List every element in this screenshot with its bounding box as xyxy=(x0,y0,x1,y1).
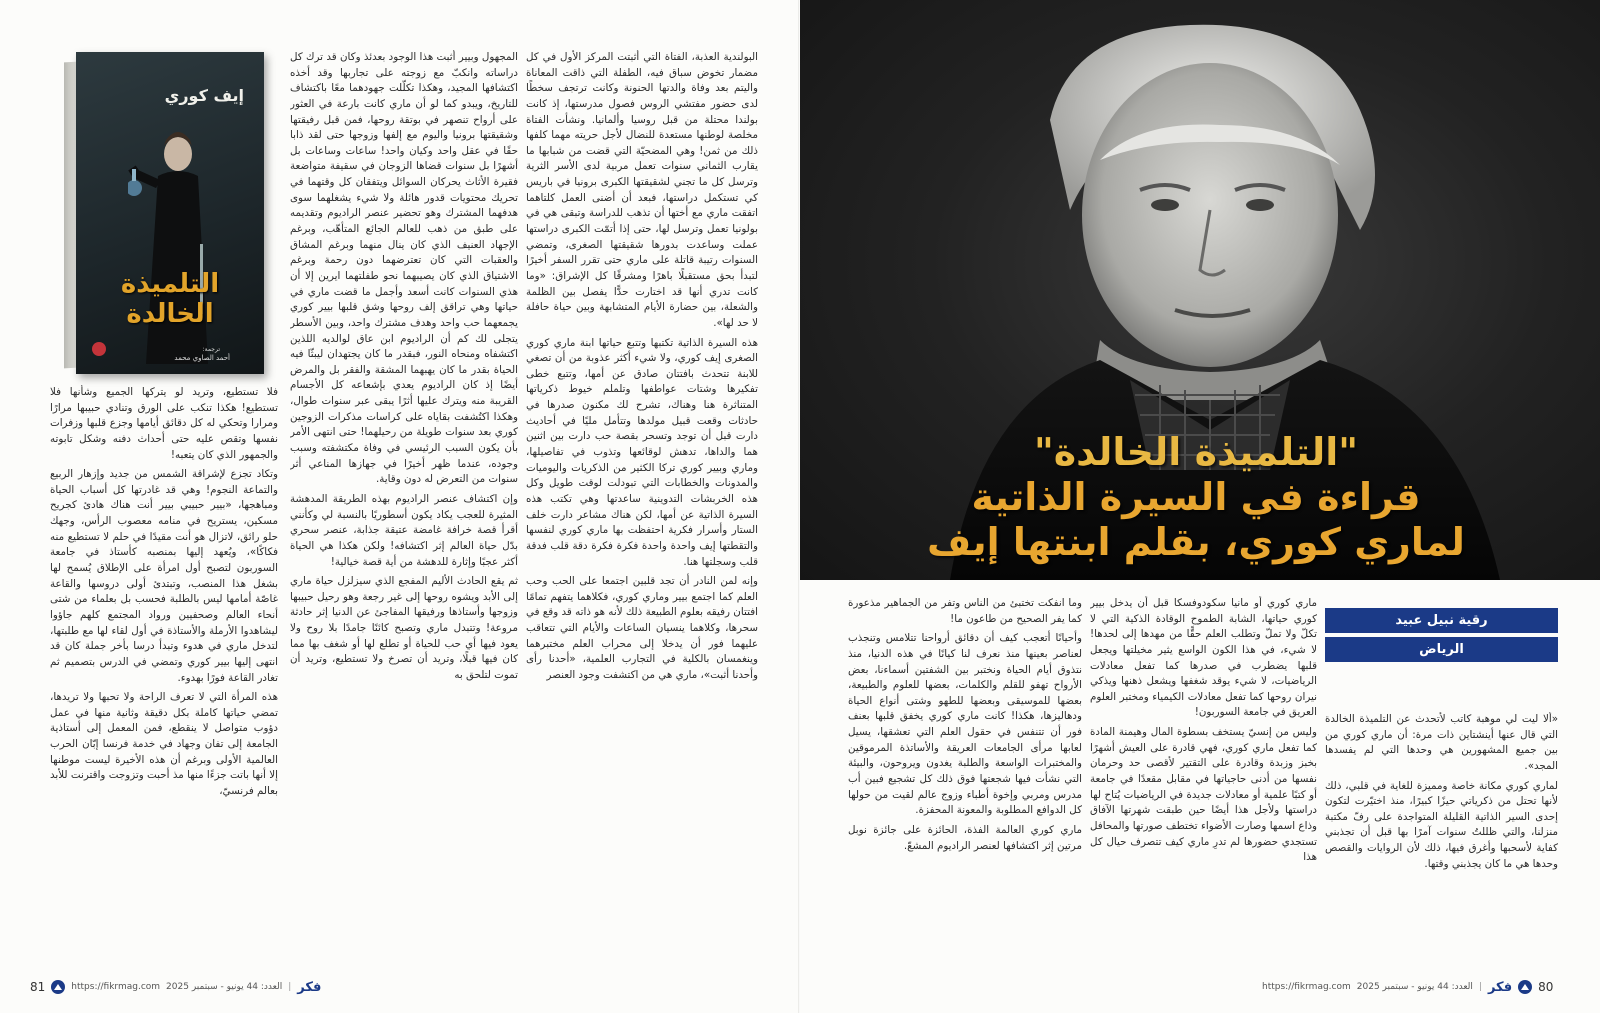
book-author: إيف كوري xyxy=(164,86,244,105)
right-page xyxy=(800,0,1600,1013)
publisher-logo xyxy=(92,342,106,356)
paragraph: وتكاد تجزع لإشراقة الشمس من جديد وإزهار الربيع والتماعة النجوم! وهي قد غادرتها كل أسباب الحياة ومباهجها، «بيير حبيبي بيير أنت هناك هادئ كجريح مسكين، يستريح في منامه معصوب الرأس، وجهك حلو رائق، لاتزال هو أنت مقيدًا في حلم لا تستطيع منه فكاكًا»، ويُعهد إليها بمنصبه كأستاذ في جامعة السوربون لتصبح أول امرأة على الإطلاق يُسمح لها بشغل هذا المنصب، وتبتدئ أولى دروسها والقاعة غاصّة أمامها ليس بالطلبة فحسب بل بعلماء من شتى أنحاء العالم وصحفيين ورواد المجتمع كلهم جاؤوا ليشاهدوا الأرملة والأستاذة في أول لقاء لها مع طلبتها، لتدخل ماري في هدوء وتبدأ درسا بأخر جملة كان قد انتهى إليها بيير كوري وتمضي في الدرس بتصميم ثم تغادر القاعة فورًا بهدوء. xyxy=(50,468,278,684)
right-page-column-middle xyxy=(1090,596,1317,952)
author-name: رقية نبيل عبيد xyxy=(1325,608,1558,633)
paragraph: هذه المرأة التي لا تعرف الراحة ولا تحبها ولا تريدها، تمضي حياتها كاملة بكل دقيقة وثانية منها في عمل دؤوب متواصل لا ينقطع، فمن المعمل إلى أستاذية الجامعة إلى تفان وجهاد في خدمة فرنسا إبّان الحرب العالمية الأولى وبرغم أن هذه الأخيرة ليست موطنها إلا أنها باتت جزءًا منها مذ أحبت وتزوجت واقترنت للأبد بعالم فرنسيّ، xyxy=(50,691,278,798)
paragraph: وما انفكت تختبئ من الناس وتفر من الجماهير مذعورة كما يفر الصحيح من طاعون ما! xyxy=(848,597,1082,625)
paragraph: فلا تستطيع، وتريد لو يتركها الجميع وشأنها فلا تستطيع! هكذا تنكب على الورق وتنادي حبيبها مرارًا ومرارا وتحكي له كل دقائق أيامها وجزع قلبها وزفرات نفسها وتقص عليه حتى أحداث دفنه وشكل تابوته والجمهور الذي كان يتعبه! xyxy=(50,386,278,461)
paragraph: البولندية العذبة، الفتاة التي أثبتت المركز الأول في كل مضمار تخوض سباق فيه، الطفلة التي ذاقت المعاناة واليتم بعد وفاة والدتها الحنونة وكانت ترتجف سخطًا لدى حضور مفتشي الروس فصول مدرستها، إذ كانت بولندا محتلة من قبل روسيا وألمانيا. ونشأت الفتاة مخلصة لوطنها مستعدة للنضال لأجل حريته مهما كلفها ذلك من ثمن! وهي المضحيّة التي قضت من شبابها ما يقارب الثماني سنوات تعمل مربية لدى الأسر الثرية وترسل كل ما تجني لشقيقتها الكبرى برونيا في باريس كي تستكمل دراستها، فبعد أن أضنى العمل كلتاهما اتفقت ماري مع أختها أن تذهب للدراسة وتبقى هي في بولونيا تعمل وترسل لها، حتى إذا أتمّت الكبرى دراستها عملت وساعدت بدورها شقيقتها الصغرى، وتمضي السنوات رتيبة قاتلة على ماري حتى تقرر السفر أخيرًا لتبدأ بحق مستقبلًا باهرًا ومشرقًا كل الإشراق: «وما كانت تدري أنها قد اختارت حدًّا يفصل بين الظلمة والشعلة، بين حضارة الأيام المتشابهة وبين حياة حافلة لا حد لها». xyxy=(526,51,758,329)
article-headline xyxy=(836,430,1556,564)
right-page-column-right xyxy=(1325,712,1558,952)
right-page-footer xyxy=(1262,977,1553,997)
paragraph: ماري كوري أو مانيا سكودوفسكا قبل أن يدخل بيير كوري حياتها، الشابة الطموح الوقادة الذكية التي لا تكلّ ولا تملّ وتطلب العلم حقًّا من مهدها إلى لحدها! لا شيء، في هذا الكون الواسع يثير مخيلتها ويجعل قلبها يضطرب في صدرها كما تفعل معادلات الرياضيات، لا شيء يوقد شغفها ويشعل ذهنها ويذكي نيران روحها كما تفعل معادلات الكيمياء ومختبر العلوم العريق في جامعة السوربون! xyxy=(1090,597,1317,719)
left-page-column-middle xyxy=(290,50,518,950)
divider: | xyxy=(1478,982,1482,992)
page-number: 80 xyxy=(1538,980,1554,994)
website-url: https://fikrmag.com xyxy=(1262,982,1351,992)
left-page-footer xyxy=(30,977,321,997)
paragraph: ثم يقع الحادث الأليم المفجع الذي سيزلزل حياة ماري إلى الأبد ويشوه روحها إلى غير رجعة وهو رحيل حبيبها وزوجها وأستاذها ورفيقها المفاجئ عن الدنيا إثر حادثة مروعة! وتتبدل ماري وتصبح كائنًا جامدًا بلا روح ولا يعود فيها أي حب للحياة أو تطلع لها أو شغف بها مما كان فيها قبلًا، وتريد أن تصرخ ولا تستطيع، وتريد أن تموت لتلحق به xyxy=(290,575,518,681)
book-title xyxy=(76,270,264,330)
paragraph: المجهول وبيير أثبت هذا الوجود بعدئذ وكان قد ترك كل دراساته وانكبّ مع زوجته على تجاربها وقد أخذه اكتشافها المجيد، وهكذا تكلّلت جهودهما معًا باكتشاف للتاريخ، ويبدو كما لو أن ماري كانت بارعة في العثور على أرواح تنصهر في بوتقة روحها، فمن قبل رفيقتها وشقيقتها برونيا واليوم مع إلفها وزوجها حتى لقد ذابا حقًا في عقل واحد وكيان واحد! ساعات وساعات بل أشهرًا بل سنوات قضاها الزوجان في سقيفة متواضعة فقيرة الأثاث يحركان السوائل ويتفقان كل وقتهما في تحريك محتويات قدور هائلة ولا شيء يشغلهما سوى هدفهما المشترك وهو تحضير عنصر الراديوم وتقديمه على طبق من ذهب للعالم الجائع المتأهّب، وبرغم الإجهاد العنيف الذي كان ينال منهما وبرغم المشاق والعقبات التي كان تعترضهما دون رحمة وبرغم الاشتياق الذي كان يصيبهما نحو طفلتهما ايرين إلا أن هذي السنوات كانت أسعد وأجمل ما قضت ماري في حياتها وهي تراقق إلف روحها وشق قلبها بيير كوري يجمعهما حب واحد وهدف مشترك واحد، وبين الأسطر يتجلى لك كم أن الراديوم ابن عاق لوالديه اللذين اكتشفاه ومنحاه النور، فبقدر ما كان يجتهدان ليبثّا فيه الحياة بقدر ما كان يهبهما المشقة والفقر بل والمرض أيضًا إذ كان الراديوم يعدي بإشعاعه كل الأجسام القريبة منه ويترك عليها أثرًا يبقى عبر سنوات طوال، وهكذا اكتُشفت بقاياه على كراسات مذكرات الزوجين كوري بعد سنوات طويلة من رحيلهما! حتى انتهى الأمر بأن يكون السبب الرئيسي في وفاة مكتشفته وسبب وجوده، عندما ظهر أخيرًا في جهازها المناعي أثر سنوات من التعرض له دون وقاية. xyxy=(290,51,518,486)
book-cover xyxy=(76,52,264,374)
paragraph: وليس من إنسيّ يستخف بسطوة المال وهيمنة المادة كما تفعل ماري كوري، فهي قادرة على العيش أشهرًا بخبز وزبدة وقادرة على التقتير لأقصى حد وحرمان نفسها من أدنى حاجياتها في مقابل مقعدًا في جامعة أو كتبًا علمية أو معادلات جديدة في الرياضيات يُتاح لها دراستها ولأجل هذا أيضًا حين طبقت شهرتها الآفاق وذاع اسمها وصارت الأضواء تختطف صورتها والمحافل تستجدي حضورها لم تدرِ ماري كيف تتصرف حيال كل هذا xyxy=(1090,726,1317,864)
magazine-logo-icon xyxy=(1518,980,1532,994)
book-cover-image xyxy=(64,52,264,374)
issue-info: العدد: 44 يونيو - سبتمبر 2025 xyxy=(1356,982,1473,992)
magazine-logo-icon xyxy=(51,980,65,994)
left-page-column-right xyxy=(526,50,758,950)
author-byline xyxy=(1325,608,1558,662)
paragraph: «ألا ليت لي موهبة كاتب لأتحدث عن التلميذة الخالدة التي قال عنها أينشتاين ذات مرة: أن ماري كوري من بين جميع المشهورين هي وحدها التي لم يفسدها المجد». xyxy=(1325,713,1558,772)
translator-name: أحمد الصاوي محمد xyxy=(174,354,230,362)
headline-title: "التلميذة الخالدة" xyxy=(1033,430,1359,474)
author-city: الرياض xyxy=(1325,637,1558,662)
divider: | xyxy=(288,982,292,992)
translator-label: ترجمة: xyxy=(202,346,220,353)
marie-curie-portrait-photo xyxy=(800,0,1600,580)
headline-subtitle: لماري كوري، بقلم ابنتها إيف xyxy=(927,519,1465,564)
paragraph: وإنه لمن النادر أن تجد قلبين اجتمعا على الحب وحب العلم كما اجتمع بيير وماري كوري، فكلاهما يتفهم تمامًا افتتان رفيقه بعلوم الطبيعة ذلك لأنه هو ذاته قد وقع في سحرها، وكلاهما ينسيان الساعات والأيام التي تتعاقب عليهما فور أن يدخلا إلى محراب العلم مختبرهما وينغمسان بالكلية في التجارب العلمية، «أحدنا رأى وأحدنا أثبت»، ماري هي من اكتشفت وجود العنصر xyxy=(526,575,758,681)
paragraph: لماري كوري مكانة خاصة ومميزة للغاية في قلبي، ذلك لأنها تحتل من ذكرياتي حيزًا كبيرًا، منذ اختيّرت لتكون إحدى السير الذاتية القليلة المتواجدة على رفّ مكتبة منزلنا، والتي ظللتُ سنوات آمرًا بها قبل أن تجذبني كفاية لأسحبها وأغرق فيها، ذلك لأن الروايات والقصص وحدها هي ما كان يجذبني وقتها. xyxy=(1325,779,1558,870)
paragraph: وأحيانًا أتعجب كيف أن دقائق أرواحنا تتلامس وتنجذب لعناصر بعينها منذ نعرف لنا كيانًا في هذه الدنيا، منذ نتذوق أيام الحياة ونختبر بين الشفتين أسماءنا، بعض الأرواح تهفو للقلم والكلمات، بعضها للعلوم والطبيعة، بعضها للموسيقى وبعضها للطهو وشتى أنواع الحياة ودهاليزها، هكذا! كانت ماري كوري يخفق قلبها بعنف فور أن تتنفس في حقول العلم التي تعشقها، يسيل لعابها مرأى الجامعات العريقة والأساتذة المرموقين والمختبرات الواسعة والطلبة يغدون ويروحون، والبيئة التي نشأت فيها شجعتها فوق ذلك كل تشجيع فبين أب مدرس ومربي وإخوة أطباء وزوج عالم لقيت من حولها كل الدوافع المطلوبة والمعونة المحفزة. xyxy=(848,632,1082,817)
page-number: 81 xyxy=(30,980,46,994)
paragraph: ماري كوري العالمة الفذة، الحائزة على جائزة نوبل مرتين إثر اكتشافها لعنصر الراديوم المشعّ. xyxy=(848,823,1082,852)
book-title-line: الخالدة xyxy=(126,298,214,329)
left-page-column-left xyxy=(50,385,278,950)
brand-name: فكر xyxy=(297,979,322,995)
headline-subtitle: قراءة في السيرة الذاتية xyxy=(971,474,1421,519)
website-url: https://fikrmag.com xyxy=(71,982,161,992)
paragraph: وإن اكتشاف عنصر الراديوم بهذه الطريقة المدهشة المثيرة للعجب يكاد يكون أسطوريًا بالنسبة لي وكأنني أقرأ قصة خرافة غامضة عتيقة جذابة، عنصر سحري بدّل حياة العالم إثر اكتشافه! ولكن هكذا هي الحياة أكثر عجبًا وإثارة للدهشة من أية قصة خيالية! xyxy=(290,492,518,568)
brand-name: فكر xyxy=(1487,979,1513,995)
right-page-column-left xyxy=(848,596,1082,952)
paragraph: هذه السيرة الذاتية تكتبها وتتبع حياتها ابنة ماري كوري الصغرى إيف كوري، ولا شيء أكثر عذوبة من أن تصغي للابنة تتحدث بافتتان صادق عن أمها، وتتبع خطى تفكيرها وشتات عواطفها وتلملم خيوط ذكرياتها المتناثرة هنا وهناك، تشرح لك مكنون صدرها في حادثات وقعت قبيل مولدها وتتأمل مليًا في أحاديث دارت قبل أن توجد وتسحر بقصة حب دارت بين اثنين هما والداها، تدهش لوقائعها وتذوب في تفاصيلها، وماري وبيير كوري تركا الكثير من الذكريات واليوميات والمدونات والخطابات التي تبودلت لوقت طويل وكل هذه الخربشات التدوينية ساعدتها وهي تكتب هذه السيرة الذاتية عن أمها، لكن هناك مشاعر دارت خلف الستار وأسرار فكرية احتفظت بها ماري كوري لنفسها والتقطتها إيف واحدة واحدة فكرة فكرة دقة قلب فدقة قلب وسجلتها هنا. xyxy=(526,336,758,568)
issue-info: العدد: 44 يونيو - سبتمبر 2025 xyxy=(166,982,283,992)
book-title-line: التلميذة xyxy=(120,269,220,299)
